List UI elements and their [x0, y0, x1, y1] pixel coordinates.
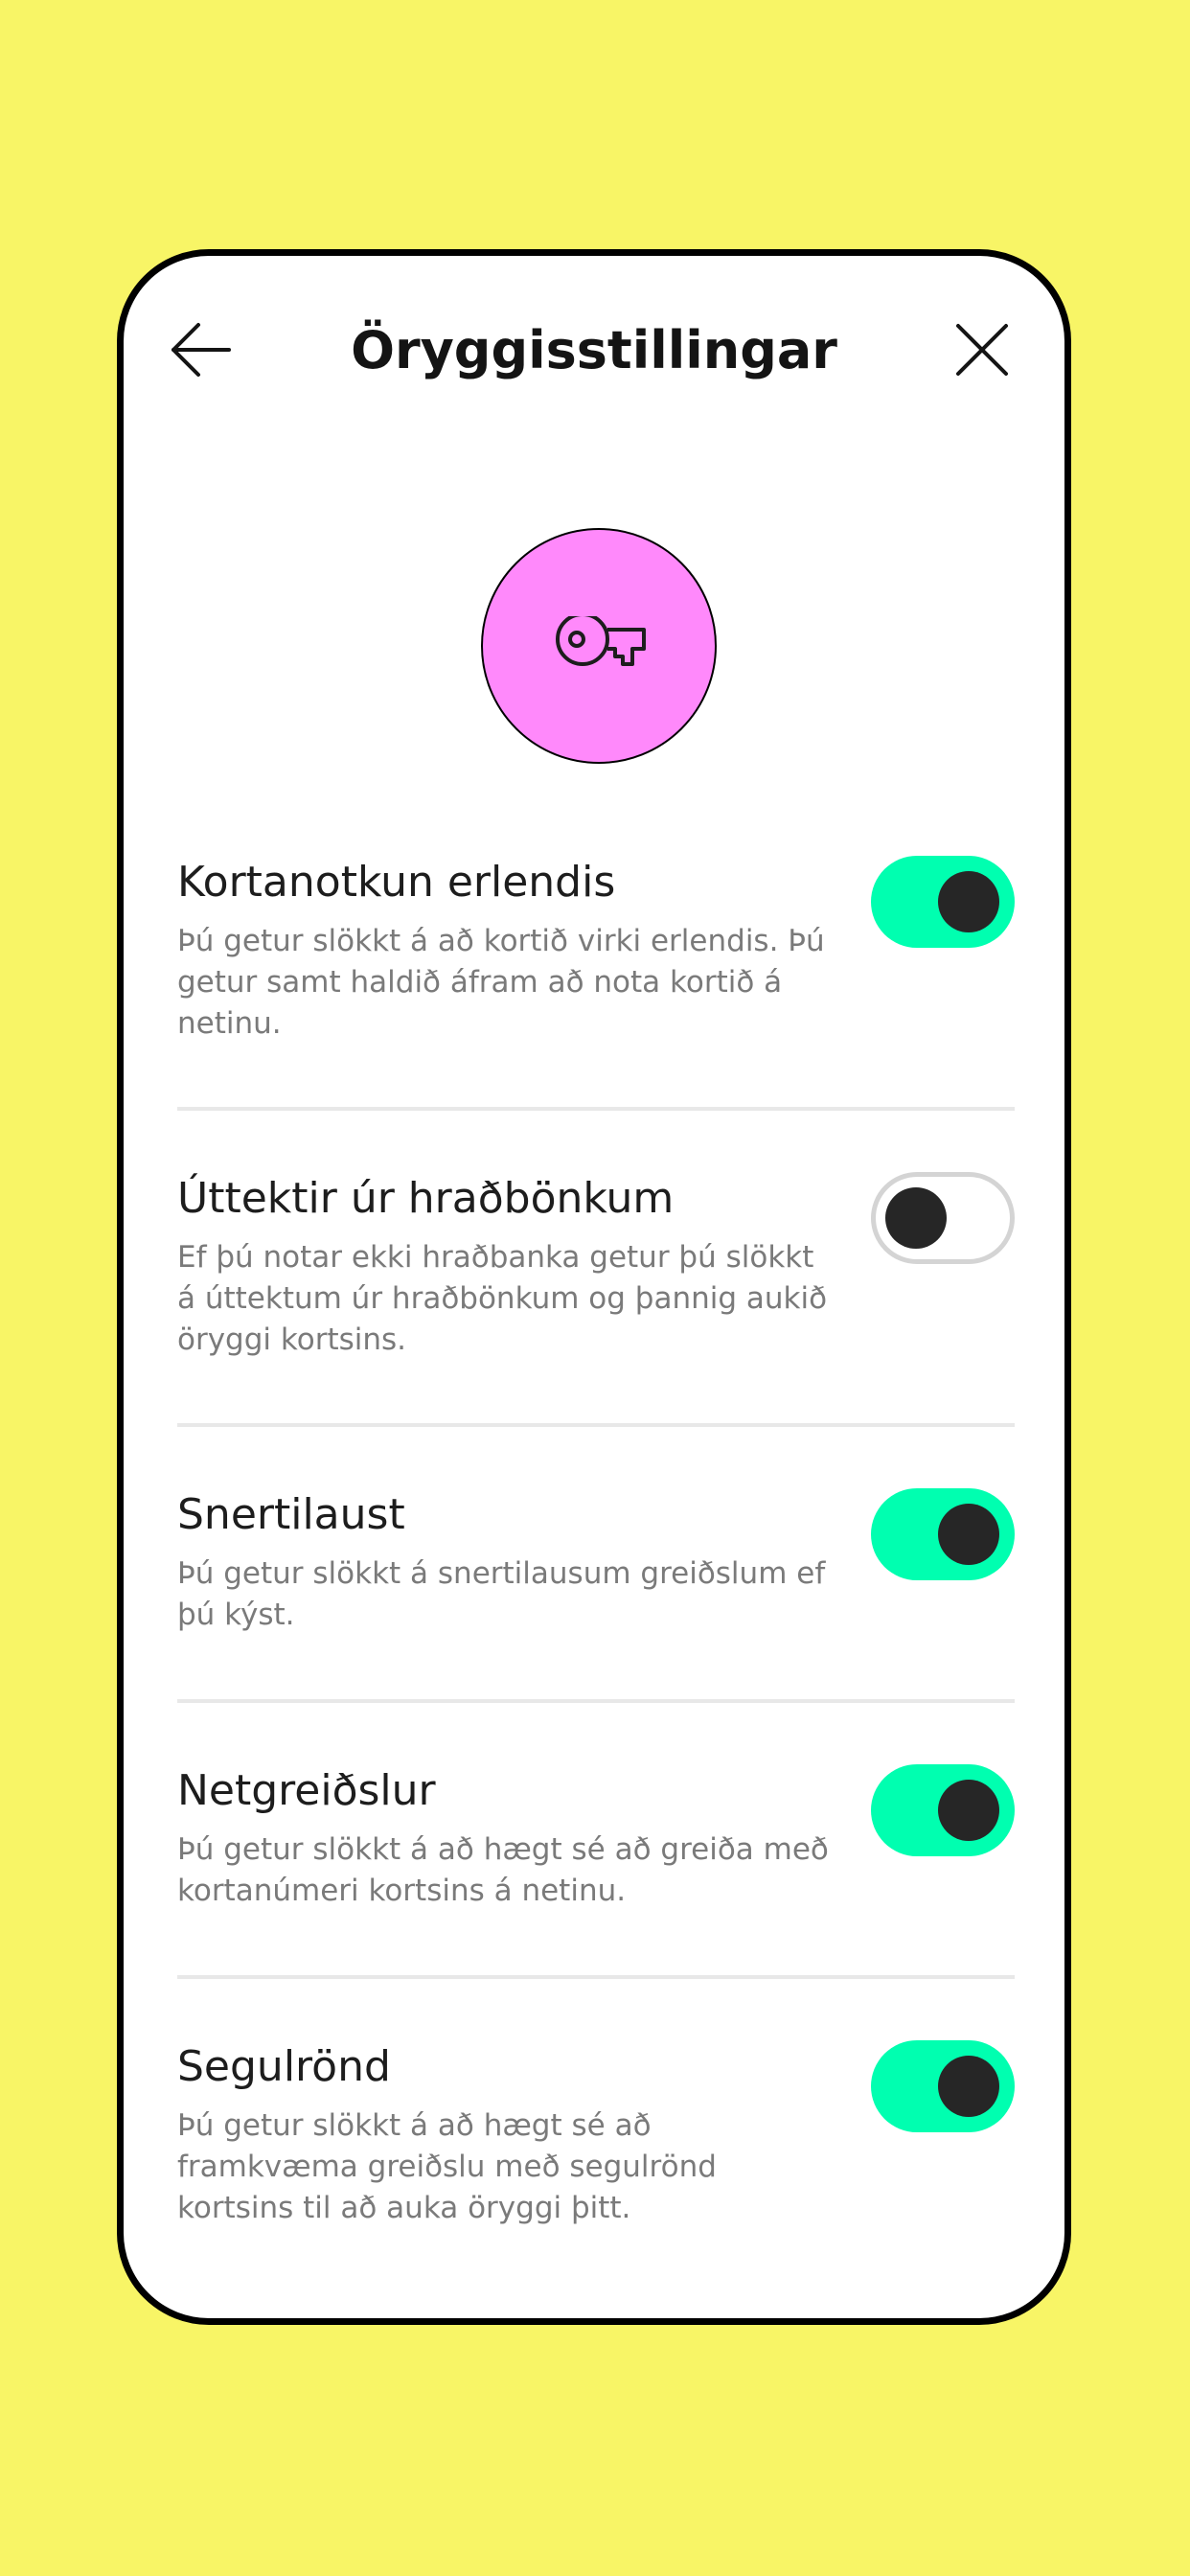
- toggle-knob: [938, 871, 999, 932]
- setting-title: Úttektir úr hraðbönkum: [177, 1174, 675, 1223]
- close-icon: [953, 321, 1011, 379]
- setting-magnetic-stripe: [177, 2040, 1015, 2232]
- back-button[interactable]: [168, 321, 235, 379]
- toggle-contactless[interactable]: [871, 1488, 1015, 1580]
- hero-key-circle: [481, 528, 717, 764]
- divider: [177, 1107, 1015, 1111]
- divider: [177, 1975, 1015, 1979]
- divider: [177, 1423, 1015, 1427]
- arrow-left-icon: [168, 321, 235, 379]
- toggle-knob: [885, 1187, 947, 1249]
- toggle-online-payments[interactable]: [871, 1764, 1015, 1856]
- setting-description: Þú getur slökkt á snertilausum greiðslum ef þú kýst.: [177, 1556, 826, 1632]
- toggle-magnetic-stripe[interactable]: [871, 2040, 1015, 2132]
- setting-description: Ef þú notar ekki hraðbanka getur þú slökkt á úttektum úr hraðbönkum og þannig aukið öryggi kortsins.: [177, 1240, 828, 1357]
- page-title: Öryggisstillingar: [351, 320, 837, 380]
- key-icon: [550, 616, 650, 676]
- setting-online-payments: [177, 1764, 1015, 1918]
- toggle-knob: [938, 1504, 999, 1565]
- setting-contactless: [177, 1488, 1015, 1642]
- setting-title: Netgreiðslur: [177, 1766, 436, 1815]
- toggle-foreign-card-use[interactable]: [871, 856, 1015, 948]
- toggle-knob: [938, 1780, 999, 1841]
- setting-description: Þú getur slökkt á að hægt sé að framkvæma greiðslu með segulrönd kortsins til að auka öryggi þitt.: [177, 2108, 717, 2225]
- setting-description: Þú getur slökkt á að kortið virki erlendis. Þú getur samt haldið áfram að nota kortið á netinu.: [177, 924, 825, 1041]
- setting-title: Snertilaust: [177, 1490, 405, 1539]
- divider: [177, 1699, 1015, 1703]
- setting-foreign-card-use: [177, 856, 1015, 1047]
- toggle-knob: [938, 2056, 999, 2117]
- header: [124, 256, 1064, 438]
- toggle-atm-withdrawals[interactable]: [871, 1172, 1015, 1264]
- setting-description: Þú getur slökkt á að hægt sé að greiða með kortanúmeri kortsins á netinu.: [177, 1832, 829, 1908]
- setting-atm-withdrawals: [177, 1172, 1015, 1364]
- setting-title: Kortanotkun erlendis: [177, 858, 616, 907]
- setting-title: Segulrönd: [177, 2042, 391, 2091]
- security-settings-card: [117, 249, 1071, 2325]
- close-button[interactable]: [953, 321, 1011, 379]
